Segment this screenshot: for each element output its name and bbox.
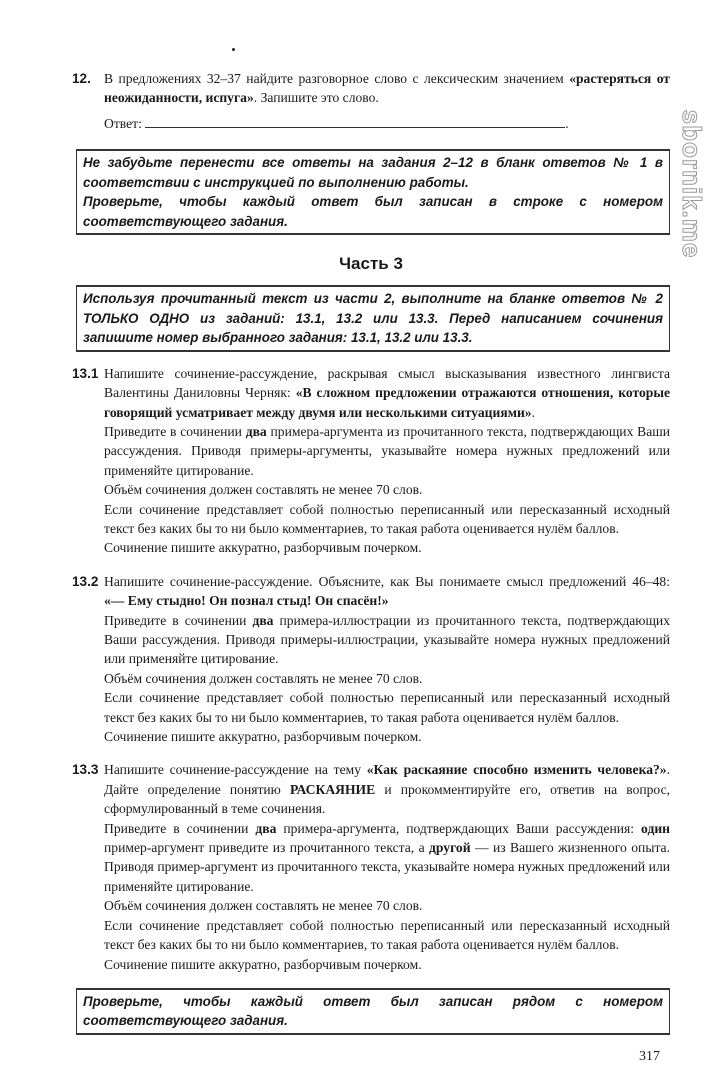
task-emphasis: РАСКАЯНИЕ (289, 781, 376, 797)
task-quote: «Как раскаяние способно изменить человека?» (366, 762, 667, 778)
task-text: Напишите сочинение-рассуждение. Объясните, как Вы понимаете смысл предложений 46–48: (104, 573, 670, 589)
task-text: Если сочинение представляет собой полностью переписанный или пересказанный исходный текст без каких бы то ни было комментариев, то такая работа оценивается нулём баллов. (104, 501, 670, 536)
task-number: 13.2 (72, 573, 99, 589)
task-text: примера-аргумента из прочитанного текста, подтверждающих Ваши рассуждения. Приводя примеры-аргументы, указывайте номера нужных предложений или применяйте цитирование. (104, 423, 670, 478)
page-content (72, 0, 670, 1086)
task-text: примера-иллюстрации из прочитанного текста, подтверждающих Ваши рассуждения. Приводя примеры-иллюстрации, указывайте номера нужных предложений или применяйте цитирование. (104, 612, 670, 667)
task-text: Приведите в сочинении (104, 423, 246, 439)
answer-label: Ответ: (104, 115, 142, 131)
task-13-1 (72, 364, 670, 558)
task-text: Сочинение пишите аккуратно, разборчивым почерком. (104, 540, 422, 556)
task-text: . Запишите это слово. (253, 90, 379, 106)
task-emphasis: два (255, 820, 277, 836)
task-emphasis: другой (429, 840, 471, 856)
task-text: Приведите в сочинении (104, 820, 256, 836)
task-quote: «В сложном предложении отражаются отношения, которые говорящий усматривает между двумя или несколькими ситуациями» (104, 385, 670, 420)
task-text: пример-аргумент приведите из прочитанного текста, а (104, 840, 430, 856)
task-text: Приведите в сочинении (104, 612, 253, 628)
task-text: примера-аргумента, подтверждающих Ваши рассуждения: (276, 820, 642, 836)
part-heading: Часть 3 (339, 254, 403, 274)
task-text: Если сочинение представляет собой полностью переписанный или пересказанный исходный текст без каких бы то ни было комментариев, то такая работа оценивается нулём баллов. (104, 917, 670, 953)
task-13-3 (72, 760, 670, 973)
task-text: В предложениях 32–37 найдите разговорное слово с лексическим значением (104, 71, 570, 86)
task-text: Сочинение пишите аккуратно, разборчивым почерком. (104, 729, 422, 745)
task-text: Объём сочинения должен составлять не менее 70 слов. (104, 670, 423, 686)
task-text: . (531, 404, 535, 420)
answer-field[interactable] (145, 115, 565, 128)
watermark: sbornik.me (677, 109, 707, 259)
task-quote: «растеряться от неожиданности, испуга» (104, 71, 670, 106)
task-emphasis: два (245, 423, 267, 439)
notice-text: Используя прочитанный текст из части 2, выполните на бланке ответов № 2 ТОЛЬКО ОДНО из заданий: 13.1, 13.2 или 13.3. Перед написанием сочинения запишите номер выбранного задания: 13.1, 13.2 или 13.3. (83, 291, 663, 346)
task-text: Напишите сочинение-рассуждение, раскрывая смысл высказывания известного лингвиста Валентины Даниловны Черняк: (104, 365, 670, 401)
task-12: 12. В предложениях 32–37 найдите разговорное слово с лексическим значением «растеряться от неожиданности, испуга». Запишите это слово. Ответ: . (72, 71, 670, 131)
task-text: . Дайте определение понятию (104, 762, 670, 797)
task-text: Сочинение пишите аккуратно, разборчивым почерком. (104, 956, 422, 972)
notice-text: Не забудьте перенести все ответы на задания 2–12 в бланк ответов № 1 в соответствии с инструкцией по выполнению работы. (83, 155, 663, 190)
page-number: 317 (639, 1048, 660, 1064)
task-text: Объём сочинения должен составлять не менее 70 слов. (104, 482, 423, 498)
notice-check-answers (76, 988, 670, 1035)
notice-text: Проверьте, чтобы каждый ответ был записан рядом с номером соответствующего задания. (83, 993, 663, 1029)
task-text: Напишите сочинение-рассуждение на тему (104, 762, 367, 778)
notice-part3-instructions (76, 285, 670, 352)
task-text: — из Вашего жизненного опыта. Приводя пример-аргумент из прочитанного текста, указывайте номера нужных предложений или применяйте цитирование. (104, 840, 670, 894)
task-quote: «— Ему стыдно! Он познал стыд! Он спасён!» (104, 593, 389, 609)
task-emphasis: два (252, 612, 274, 628)
task-number: 13.3 (72, 762, 99, 778)
notice-text: Проверьте, чтобы каждый ответ был записан в строке с номером соответствующего задания. (83, 194, 663, 229)
task-emphasis: один (641, 820, 670, 836)
notice-transfer-answers (76, 149, 670, 235)
task-text: и прокомментируйте его, ответив на вопрос, сформулированный в теме сочинения. (104, 781, 671, 817)
task-text: Объём сочинения должен составлять не менее 70 слов. (104, 898, 423, 914)
task-text: Если сочинение представляет собой полностью переписанный или пересказанный исходный текст без каких бы то ни было комментариев, то такая работа оценивается нулём баллов. (104, 690, 670, 725)
task-number: 12. (72, 71, 91, 86)
task-13-2 (72, 572, 670, 747)
task-number: 13.1 (72, 365, 99, 381)
